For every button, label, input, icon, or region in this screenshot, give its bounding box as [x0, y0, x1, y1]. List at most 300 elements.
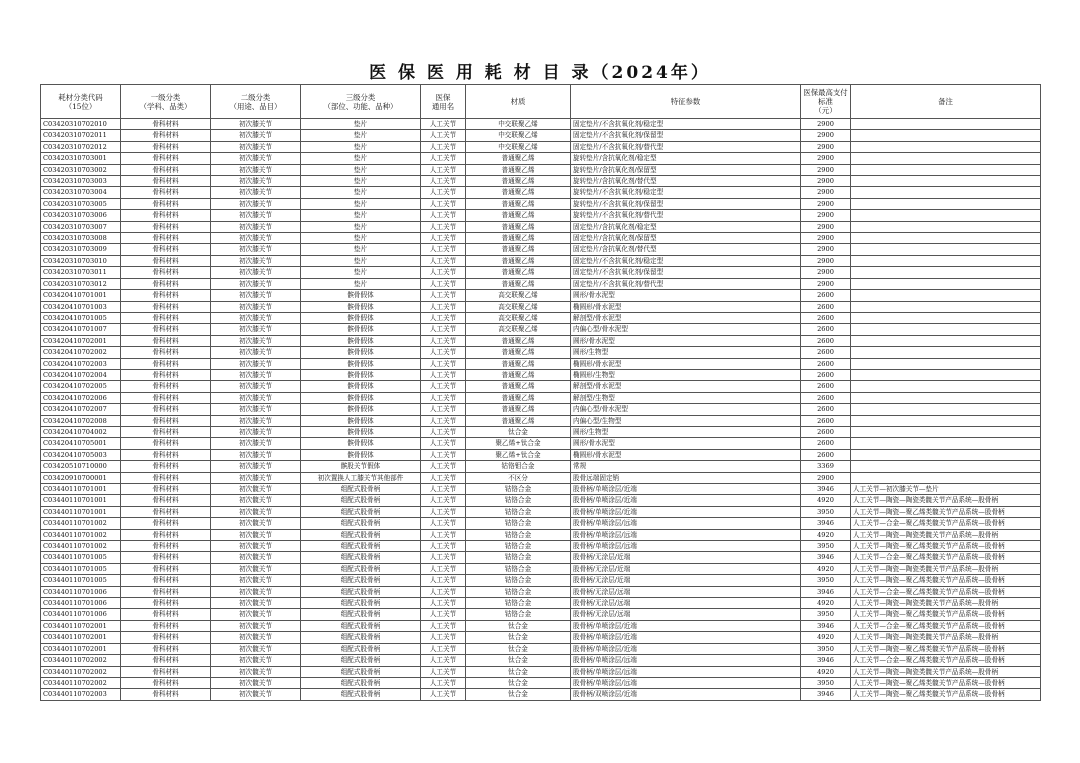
code-cell: C03440110701001 [41, 495, 121, 506]
level1-cell: 骨科材料 [121, 518, 211, 529]
table-row [41, 404, 1041, 415]
table-row [41, 666, 1041, 677]
material-cell: 钛合金 [466, 632, 571, 643]
material-cell: 普通聚乙烯 [466, 415, 571, 426]
payment-limit-cell: 2600 [801, 392, 851, 403]
params-cell: 内偏心型/骨水泥型 [571, 324, 801, 335]
table-row [41, 233, 1041, 244]
code-cell: C03420310702011 [41, 130, 121, 141]
column-header-line1: 二级分类 [240, 92, 271, 102]
level2-cell: 初次髋关节 [211, 620, 301, 631]
payment-limit-cell: 3946 [801, 484, 851, 495]
level2-cell: 初次髋关节 [211, 563, 301, 574]
level2-cell: 初次髋关节 [211, 541, 301, 552]
level1-cell: 骨科材料 [121, 347, 211, 358]
material-cell: 钴铬合金 [466, 541, 571, 552]
material-cell: 中交联聚乙烯 [466, 119, 571, 130]
notes-cell: 人工关节—合金—聚乙烯类髋关节产品系统—股骨柄 [851, 552, 1041, 563]
level2-cell: 初次膝关节 [211, 164, 301, 175]
payment-limit-cell: 2900 [801, 164, 851, 175]
generic-name-cell: 人工关节 [421, 278, 466, 289]
column-header-line2: （15位） [64, 101, 97, 111]
material-cell: 聚乙烯+钛合金 [466, 438, 571, 449]
level3-cell: 髌骨假体 [301, 392, 421, 403]
generic-name-cell: 人工关节 [421, 518, 466, 529]
level2-cell: 初次髋关节 [211, 586, 301, 597]
params-cell: 股骨柄/单喷涂层/远端 [571, 677, 801, 688]
table-row [41, 415, 1041, 426]
params-cell: 股骨柄/无涂层/近端 [571, 552, 801, 563]
level3-cell: 髌骨假体 [301, 369, 421, 380]
payment-limit-cell: 2600 [801, 404, 851, 415]
generic-name-cell: 人工关节 [421, 255, 466, 266]
page-title: 医 保 医 用 耗 材 目 录（2024年） [369, 63, 711, 83]
level1-cell: 骨科材料 [121, 643, 211, 654]
code-cell: C03420410705001 [41, 438, 121, 449]
column-header-line2: （部位、功能、品种） [323, 101, 398, 111]
level1-cell: 骨科材料 [121, 301, 211, 312]
level1-cell: 骨科材料 [121, 449, 211, 460]
level1-cell: 骨科材料 [121, 153, 211, 164]
payment-limit-cell: 3950 [801, 541, 851, 552]
payment-limit-cell: 2600 [801, 449, 851, 460]
code-cell: C03420410701007 [41, 324, 121, 335]
code-cell: C03440110701006 [41, 598, 121, 609]
payment-limit-cell: 2900 [801, 244, 851, 255]
table-row [41, 472, 1041, 483]
table-row [41, 312, 1041, 323]
level2-cell: 初次髋关节 [211, 655, 301, 666]
notes-cell [851, 233, 1041, 244]
level1-cell: 骨科材料 [121, 358, 211, 369]
material-cell: 普通聚乙烯 [466, 233, 571, 244]
level3-cell: 组配式股骨柄 [301, 495, 421, 506]
params-cell: 椭圆形/骨水泥型 [571, 449, 801, 460]
level3-cell: 垫片 [301, 233, 421, 244]
level3-cell: 垫片 [301, 278, 421, 289]
level3-cell: 垫片 [301, 164, 421, 175]
params-cell: 旋转垫片/不含抗氧化剂/保留型 [571, 198, 801, 209]
level1-cell: 骨科材料 [121, 187, 211, 198]
material-cell: 钴铬合金 [466, 506, 571, 517]
code-cell: C03420410704002 [41, 426, 121, 437]
notes-cell [851, 301, 1041, 312]
params-cell: 股骨柄/无涂层/远端 [571, 598, 801, 609]
level2-cell: 初次膝关节 [211, 198, 301, 209]
notes-cell [851, 210, 1041, 221]
table-row [41, 255, 1041, 266]
notes-cell [851, 255, 1041, 266]
generic-name-cell: 人工关节 [421, 153, 466, 164]
level3-cell: 组配式股骨柄 [301, 484, 421, 495]
params-cell: 固定垫片/含抗氧化剂/稳定型 [571, 221, 801, 232]
level2-cell: 初次膝关节 [211, 404, 301, 415]
level2-cell: 初次髋关节 [211, 552, 301, 563]
params-cell: 股骨柄/无涂层/远端 [571, 586, 801, 597]
notes-cell [851, 461, 1041, 472]
level2-cell: 初次膝关节 [211, 415, 301, 426]
level2-cell: 初次膝关节 [211, 244, 301, 255]
generic-name-cell: 人工关节 [421, 586, 466, 597]
level2-cell: 初次膝关节 [211, 233, 301, 244]
level3-cell: 髌骨假体 [301, 404, 421, 415]
payment-limit-cell: 2900 [801, 119, 851, 130]
material-cell: 钛合金 [466, 689, 571, 700]
table-row [41, 164, 1041, 175]
code-cell: C03420310703005 [41, 198, 121, 209]
material-cell: 普通聚乙烯 [466, 221, 571, 232]
notes-cell: 人工关节—陶瓷—陶瓷类髋关节产品系统—股骨柄 [851, 598, 1041, 609]
generic-name-cell: 人工关节 [421, 233, 466, 244]
notes-cell: 人工关节—陶瓷—聚乙烯类髋关节产品系统—股骨柄 [851, 689, 1041, 700]
notes-cell [851, 415, 1041, 426]
level1-cell: 骨科材料 [121, 267, 211, 278]
level1-cell: 骨科材料 [121, 404, 211, 415]
params-cell: 椭圆形/骨水泥型 [571, 358, 801, 369]
level3-cell: 髌骨假体 [301, 415, 421, 426]
level3-cell: 垫片 [301, 210, 421, 221]
payment-limit-cell: 2600 [801, 438, 851, 449]
payment-limit-cell: 2600 [801, 415, 851, 426]
notes-cell: 人工关节—陶瓷—陶瓷类髋关节产品系统—股骨柄 [851, 666, 1041, 677]
notes-cell: 人工关节—合金—聚乙烯类髋关节产品系统—股骨柄 [851, 518, 1041, 529]
level2-cell: 初次膝关节 [211, 461, 301, 472]
notes-cell [851, 449, 1041, 460]
material-cell: 普通聚乙烯 [466, 358, 571, 369]
params-cell: 股骨柄/单喷涂层/远端 [571, 529, 801, 540]
column-header-level1 [121, 85, 211, 119]
params-cell: 内偏心型/生物型 [571, 415, 801, 426]
table-row [41, 586, 1041, 597]
level1-cell: 骨科材料 [121, 164, 211, 175]
code-cell: C03440110702002 [41, 677, 121, 688]
level1-cell: 骨科材料 [121, 278, 211, 289]
table-row [41, 529, 1041, 540]
code-cell: C03420410702007 [41, 404, 121, 415]
level2-cell: 初次膝关节 [211, 381, 301, 392]
generic-name-cell: 人工关节 [421, 324, 466, 335]
level2-cell: 初次膝关节 [211, 290, 301, 301]
material-cell: 钛合金 [466, 643, 571, 654]
params-cell: 圆形/骨水泥型 [571, 290, 801, 301]
table-row [41, 495, 1041, 506]
params-cell: 固定垫片/不含抗氧化剂/保留型 [571, 130, 801, 141]
generic-name-cell: 人工关节 [421, 666, 466, 677]
level3-cell: 髌骨假体 [301, 426, 421, 437]
material-cell: 普通聚乙烯 [466, 187, 571, 198]
column-header-line1: 特征参数 [670, 97, 701, 106]
code-cell: C03420410702005 [41, 381, 121, 392]
table-row [41, 358, 1041, 369]
level3-cell: 垫片 [301, 130, 421, 141]
generic-name-cell: 人工关节 [421, 312, 466, 323]
notes-cell: 人工关节—陶瓷—陶瓷类髋关节产品系统—股骨柄 [851, 495, 1041, 506]
level2-cell: 初次髋关节 [211, 529, 301, 540]
level3-cell: 组配式股骨柄 [301, 666, 421, 677]
level3-cell: 组配式股骨柄 [301, 529, 421, 540]
generic-name-cell: 人工关节 [421, 267, 466, 278]
level2-cell: 初次膝关节 [211, 301, 301, 312]
notes-cell [851, 347, 1041, 358]
payment-limit-cell: 4920 [801, 529, 851, 540]
column-header-code [41, 85, 121, 119]
table-row [41, 655, 1041, 666]
table-row [41, 130, 1041, 141]
notes-cell [851, 130, 1041, 141]
column-header-line2: （用途、品目） [229, 101, 282, 111]
params-cell: 固定垫片/不含抗氧化剂/替代型 [571, 278, 801, 289]
generic-name-cell: 人工关节 [421, 244, 466, 255]
level1-cell: 骨科材料 [121, 655, 211, 666]
material-cell: 钴铬合金 [466, 495, 571, 506]
params-cell: 股骨柄/单喷涂层/近端 [571, 484, 801, 495]
table-row [41, 198, 1041, 209]
notes-cell [851, 153, 1041, 164]
notes-cell: 人工关节—陶瓷—陶瓷类髋关节产品系统—股骨柄 [851, 529, 1041, 540]
level3-cell: 垫片 [301, 221, 421, 232]
generic-name-cell: 人工关节 [421, 221, 466, 232]
params-cell: 股骨柄/无涂层/近端 [571, 563, 801, 574]
params-cell: 解剖型/骨水泥型 [571, 381, 801, 392]
notes-cell [851, 404, 1041, 415]
column-header-level2 [211, 85, 301, 119]
payment-limit-cell: 2600 [801, 290, 851, 301]
material-cell: 高交联聚乙烯 [466, 301, 571, 312]
level3-cell: 组配式股骨柄 [301, 598, 421, 609]
generic-name-cell: 人工关节 [421, 552, 466, 563]
payment-limit-cell: 3950 [801, 609, 851, 620]
generic-name-cell: 人工关节 [421, 655, 466, 666]
generic-name-cell: 人工关节 [421, 449, 466, 460]
material-cell: 钛合金 [466, 426, 571, 437]
level2-cell: 初次膝关节 [211, 119, 301, 130]
material-cell: 中交联聚乙烯 [466, 141, 571, 152]
level1-cell: 骨科材料 [121, 666, 211, 677]
code-cell: C03420410702004 [41, 369, 121, 380]
notes-cell [851, 426, 1041, 437]
notes-cell: 人工关节—初次膝关节—垫片 [851, 484, 1041, 495]
catalog-table [40, 84, 1041, 701]
generic-name-cell: 人工关节 [421, 392, 466, 403]
notes-cell [851, 472, 1041, 483]
level3-cell: 组配式股骨柄 [301, 506, 421, 517]
level1-cell: 骨科材料 [121, 632, 211, 643]
params-cell: 旋转垫片/含抗氧化剂/替代型 [571, 176, 801, 187]
notes-cell [851, 335, 1041, 346]
table-row [41, 369, 1041, 380]
level1-cell: 骨科材料 [121, 484, 211, 495]
column-header-line1: 材质 [510, 97, 526, 106]
notes-cell: 人工关节—陶瓷—聚乙烯类髋关节产品系统—股骨柄 [851, 506, 1041, 517]
payment-limit-cell: 2900 [801, 176, 851, 187]
notes-cell: 人工关节—合金—聚乙烯类髋关节产品系统—股骨柄 [851, 586, 1041, 597]
material-cell: 高交联聚乙烯 [466, 312, 571, 323]
notes-cell: 人工关节—陶瓷—聚乙烯类髋关节产品系统—股骨柄 [851, 643, 1041, 654]
table-row [41, 141, 1041, 152]
material-cell: 普通聚乙烯 [466, 255, 571, 266]
level3-cell: 髌骨假体 [301, 438, 421, 449]
payment-limit-cell: 2600 [801, 369, 851, 380]
code-cell: C03440110702003 [41, 689, 121, 700]
column-header-line1: 一级分类 [150, 92, 181, 102]
table-row [41, 290, 1041, 301]
params-cell: 旋转垫片/不含抗氧化剂/替代型 [571, 210, 801, 221]
generic-name-cell: 人工关节 [421, 643, 466, 654]
params-cell: 解剖型/骨水泥型 [571, 312, 801, 323]
notes-cell [851, 358, 1041, 369]
level2-cell: 初次髋关节 [211, 632, 301, 643]
code-cell: C03440110702001 [41, 632, 121, 643]
code-cell: C03420310703008 [41, 233, 121, 244]
level2-cell: 初次膝关节 [211, 347, 301, 358]
generic-name-cell: 人工关节 [421, 529, 466, 540]
code-cell: C03440110701002 [41, 541, 121, 552]
params-cell: 椭圆形/生物型 [571, 369, 801, 380]
level3-cell: 髌骨假体 [301, 301, 421, 312]
level2-cell: 初次髋关节 [211, 689, 301, 700]
material-cell: 普通聚乙烯 [466, 335, 571, 346]
params-cell: 股骨柄/单喷涂层/近端 [571, 632, 801, 643]
column-header-line2: 通用名 [431, 101, 455, 111]
code-cell: C03440110701002 [41, 529, 121, 540]
level3-cell: 组配式股骨柄 [301, 575, 421, 586]
generic-name-cell: 人工关节 [421, 141, 466, 152]
generic-name-cell: 人工关节 [421, 381, 466, 392]
table-row [41, 484, 1041, 495]
level2-cell: 初次髋关节 [211, 643, 301, 654]
level1-cell: 骨科材料 [121, 541, 211, 552]
material-cell: 普通聚乙烯 [466, 347, 571, 358]
generic-name-cell: 人工关节 [421, 484, 466, 495]
level1-cell: 骨科材料 [121, 233, 211, 244]
generic-name-cell: 人工关节 [421, 347, 466, 358]
level3-cell: 垫片 [301, 119, 421, 130]
material-cell: 中交联聚乙烯 [466, 130, 571, 141]
level3-cell: 髌骨假体 [301, 449, 421, 460]
notes-cell [851, 369, 1041, 380]
table-row [41, 598, 1041, 609]
level2-cell: 初次髋关节 [211, 518, 301, 529]
params-cell: 股骨柄/无涂层/近端 [571, 575, 801, 586]
notes-cell [851, 267, 1041, 278]
generic-name-cell: 人工关节 [421, 210, 466, 221]
payment-limit-cell: 3369 [801, 461, 851, 472]
level3-cell: 组配式股骨柄 [301, 620, 421, 631]
payment-limit-cell: 2600 [801, 324, 851, 335]
level1-cell: 骨科材料 [121, 392, 211, 403]
payment-limit-cell: 3950 [801, 575, 851, 586]
table-row [41, 449, 1041, 460]
material-cell: 不区分 [466, 472, 571, 483]
level3-cell: 垫片 [301, 198, 421, 209]
params-cell: 固定垫片/不含抗氧化剂/稳定型 [571, 119, 801, 130]
payment-limit-cell: 2900 [801, 141, 851, 152]
payment-limit-cell: 2900 [801, 187, 851, 198]
level3-cell: 垫片 [301, 187, 421, 198]
level1-cell: 骨科材料 [121, 335, 211, 346]
generic-name-cell: 人工关节 [421, 187, 466, 198]
table-row [41, 392, 1041, 403]
level2-cell: 初次膝关节 [211, 130, 301, 141]
column-header-line1: 医保 [435, 92, 451, 102]
level1-cell: 骨科材料 [121, 461, 211, 472]
generic-name-cell: 人工关节 [421, 677, 466, 688]
params-cell: 固定垫片/不含抗氧化剂/稳定型 [571, 255, 801, 266]
notes-cell [851, 176, 1041, 187]
level2-cell: 初次膝关节 [211, 267, 301, 278]
table-row [41, 518, 1041, 529]
notes-cell [851, 438, 1041, 449]
generic-name-cell: 人工关节 [421, 632, 466, 643]
code-cell: C03420310703010 [41, 255, 121, 266]
material-cell: 普通聚乙烯 [466, 176, 571, 187]
generic-name-cell: 人工关节 [421, 130, 466, 141]
material-cell: 普通聚乙烯 [466, 278, 571, 289]
generic-name-cell: 人工关节 [421, 461, 466, 472]
level1-cell: 骨科材料 [121, 119, 211, 130]
table-row [41, 620, 1041, 631]
level1-cell: 骨科材料 [121, 506, 211, 517]
code-cell: C03420310703001 [41, 153, 121, 164]
table-row [41, 119, 1041, 130]
table-row [41, 187, 1041, 198]
table-row [41, 461, 1041, 472]
column-header-line1: 耗材分类代码 [58, 92, 103, 102]
table-header-row [41, 85, 1041, 119]
payment-limit-cell: 3946 [801, 586, 851, 597]
code-cell: C03420310703007 [41, 221, 121, 232]
level2-cell: 初次膝关节 [211, 255, 301, 266]
level2-cell: 初次膝关节 [211, 278, 301, 289]
code-cell: C03440110701005 [41, 552, 121, 563]
level2-cell: 初次膝关节 [211, 438, 301, 449]
column-header-params [571, 85, 801, 119]
generic-name-cell: 人工关节 [421, 198, 466, 209]
generic-name-cell: 人工关节 [421, 689, 466, 700]
code-cell: C03420410702008 [41, 415, 121, 426]
code-cell: C03420410702002 [41, 347, 121, 358]
level3-cell: 髌骨假体 [301, 324, 421, 335]
level2-cell: 初次髋关节 [211, 575, 301, 586]
level1-cell: 骨科材料 [121, 552, 211, 563]
table-row [41, 632, 1041, 643]
generic-name-cell: 人工关节 [421, 426, 466, 437]
level1-cell: 骨科材料 [121, 312, 211, 323]
level2-cell: 初次髋关节 [211, 495, 301, 506]
payment-limit-cell: 2600 [801, 301, 851, 312]
material-cell: 普通聚乙烯 [466, 244, 571, 255]
table-row [41, 506, 1041, 517]
params-cell: 固定垫片/不含抗氧化剂/保留型 [571, 267, 801, 278]
table-row [41, 575, 1041, 586]
code-cell: C03420310702012 [41, 141, 121, 152]
material-cell: 普通聚乙烯 [466, 198, 571, 209]
payment-limit-cell: 4920 [801, 563, 851, 574]
notes-cell: 人工关节—陶瓷—聚乙烯类髋关节产品系统—股骨柄 [851, 541, 1041, 552]
material-cell: 普通聚乙烯 [466, 369, 571, 380]
table-row [41, 552, 1041, 563]
level3-cell: 组配式股骨柄 [301, 643, 421, 654]
level3-cell: 组配式股骨柄 [301, 541, 421, 552]
code-cell: C03440110701005 [41, 575, 121, 586]
code-cell: C03440110702001 [41, 620, 121, 631]
level2-cell: 初次膝关节 [211, 153, 301, 164]
table-row [41, 278, 1041, 289]
params-cell: 内偏心型/骨水泥型 [571, 404, 801, 415]
payment-limit-cell: 4920 [801, 632, 851, 643]
level3-cell: 初次置换人工膝关节其他部件 [301, 472, 421, 483]
table-row [41, 689, 1041, 700]
